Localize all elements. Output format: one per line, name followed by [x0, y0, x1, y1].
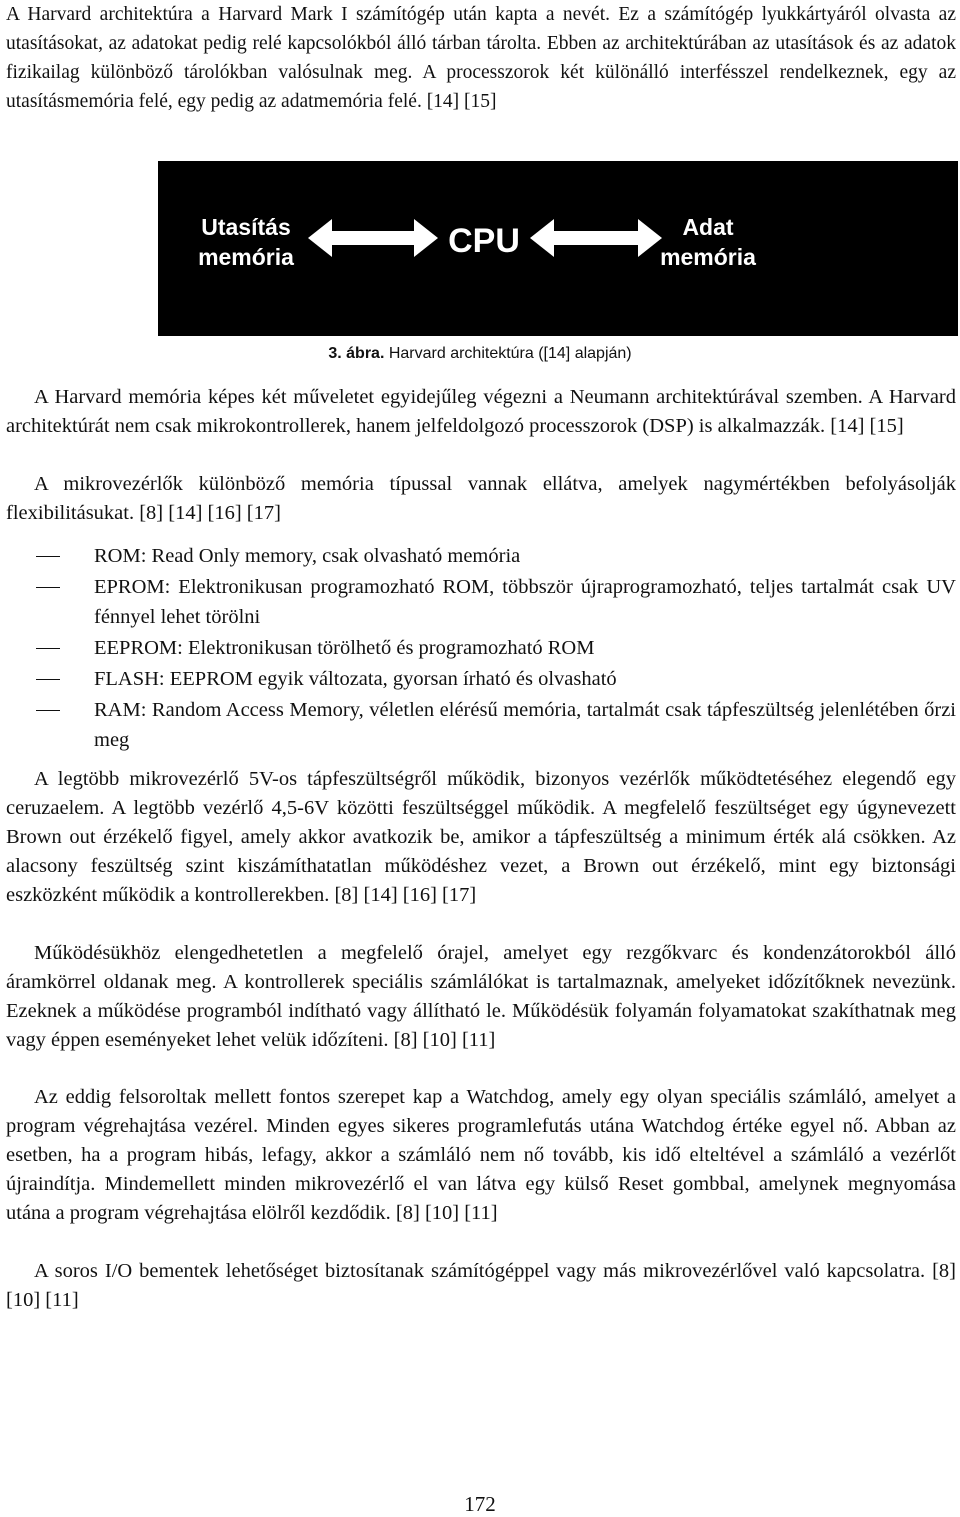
- intro-paragraph: A Harvard architektúra a Harvard Mark I számítógép után kapta a nevét. Ez a számítógép lyukkártyáról olvasta az utasításokat, az adatokat pedig relé kapcsolókból álló tárban tárolta. Ebben az architektúrában az utasítások és az adatok fizikailag különböző tárolókban valósulnak meg. A processzorok két különálló interfésszel rendelkeznek, egy az utasításmemória felé, egy pedig az adatmemória felé. [14] [15]: [6, 4, 956, 112]
- list-item-text: EEPROM: Elektronikusan törölhető és programozható ROM: [94, 637, 595, 659]
- watchdog-paragraph: Az eddig felsoroltak mellett fontos szerepet kap a Watchdog, amely egy olyan speciális számláló, amelyet a program végrehajtása vezérel. Minden egyes sikeres programlefutás utána Watchdog értéke egyel nő. Abban az esetben, ha a program hibás, lefagy, akkor a számláló nem nő tovább, kis idő elteltével a számláló a vezérlőt újraindítja. Mindemellett minden mikrovezérlő el van látva egy külső Reset gombbal, amelynek megnyomása utána a program végrehajtása elölről kezdődik. [8] [10] [11]: [6, 1086, 956, 1224]
- figure-caption: [0, 343, 960, 365]
- page-number: 172: [464, 1492, 496, 1516]
- memory-type-list: [36, 541, 956, 756]
- data-memory-label-1: Adat: [682, 214, 734, 240]
- harvard-diagram: [158, 161, 958, 336]
- instruction-memory-label-2: memória: [198, 244, 294, 270]
- cpu-label: CPU: [448, 222, 520, 260]
- dash-bullet: [36, 679, 60, 680]
- instruction-memory-label-1: Utasítás: [201, 214, 291, 240]
- serial-paragraph: A soros I/O bementek lehetőséget biztosítanak számítógéppel vagy más mikrovezérlővel való kapcsolatra. [8] [10] [11]: [6, 1260, 956, 1311]
- dash-bullet: [36, 587, 60, 588]
- list-item: [36, 633, 956, 663]
- harvard-architecture-figure: [158, 161, 958, 336]
- list-item-text: EPROM: Elektronikusan programozható ROM, többször újraprogramozható, teljes tartalmát csak UV fénnyel lehet törölni: [94, 576, 956, 628]
- list-item-text: FLASH: EEPROM egyik változata, gyorsan írható és olvasható: [94, 668, 617, 690]
- memory-types-paragraph: A mikrovezérlők különböző memória típussal vannak ellátva, amelyek nagymértékben befolyásolják flexibilitásukat. [8] [14] [16] [17]: [6, 473, 956, 524]
- caption-text: Harvard architektúra ([14] alapján): [384, 345, 632, 362]
- list-item: [36, 572, 956, 632]
- dash-bullet: [36, 648, 60, 649]
- dash-bullet: [36, 710, 60, 711]
- list-item: [36, 695, 956, 755]
- list-item-text: ROM: Read Only memory, csak olvasható memória: [94, 545, 521, 567]
- data-memory-label-2: memória: [660, 244, 756, 270]
- list-item: [36, 664, 956, 694]
- dash-bullet: [36, 556, 60, 557]
- caption-label: 3. ábra.: [328, 345, 385, 362]
- list-item-text: RAM: Random Access Memory, véletlen elérésű memória, tartalmát csak tápfeszültség jelenlétében őrzi meg: [94, 699, 956, 751]
- clock-paragraph: Működésükhöz elengedhetetlen a megfelelő órajel, amelyet egy rezgőkvarc és kondenzátorokból álló áramkörrel oldanak meg. A kontrollerek speciális számlálókat is tartalmaznak, amelyeket időzítőknek nevezünk. Ezeknek a működése programból indítható vagy állítható le. Működésük folyamán folyamatokat szakíthatnak meg vagy éppen eseményeket lehet velük időzíteni. [8] [10] [11]: [6, 942, 956, 1051]
- harvard-parallel-paragraph: A Harvard memória képes két műveletet egyidejűleg végezni a Neumann architektúrával szemben. A Harvard architektúrát nem csak mikrokontrollerek, hanem jelfeldolgozó processzorok (DSP) is alkalmazzák. [14] [15]: [6, 386, 956, 437]
- list-item: [36, 541, 956, 571]
- power-paragraph: A legtöbb mikrovezérlő 5V-os tápfeszültségről működik, bizonyos vezérlők működtetéséhez elegendő egy ceruzaelem. A legtöbb vezérlő 4,5-6V közötti feszültséggel működik. A megfelelő feszültséget egy úgynevezett Brown out érzékelő figyel, amely akkor avatkozik be, amikor a tápfeszültség a minimum érték alá csökken. Az alacsony feszültség szint kiszámíthatatlan működéshez vezet, a Brown out érzékelő, mint egy biztonsági eszközként működik a kontrollerekben. [8] [14] [16] [17]: [6, 768, 956, 906]
